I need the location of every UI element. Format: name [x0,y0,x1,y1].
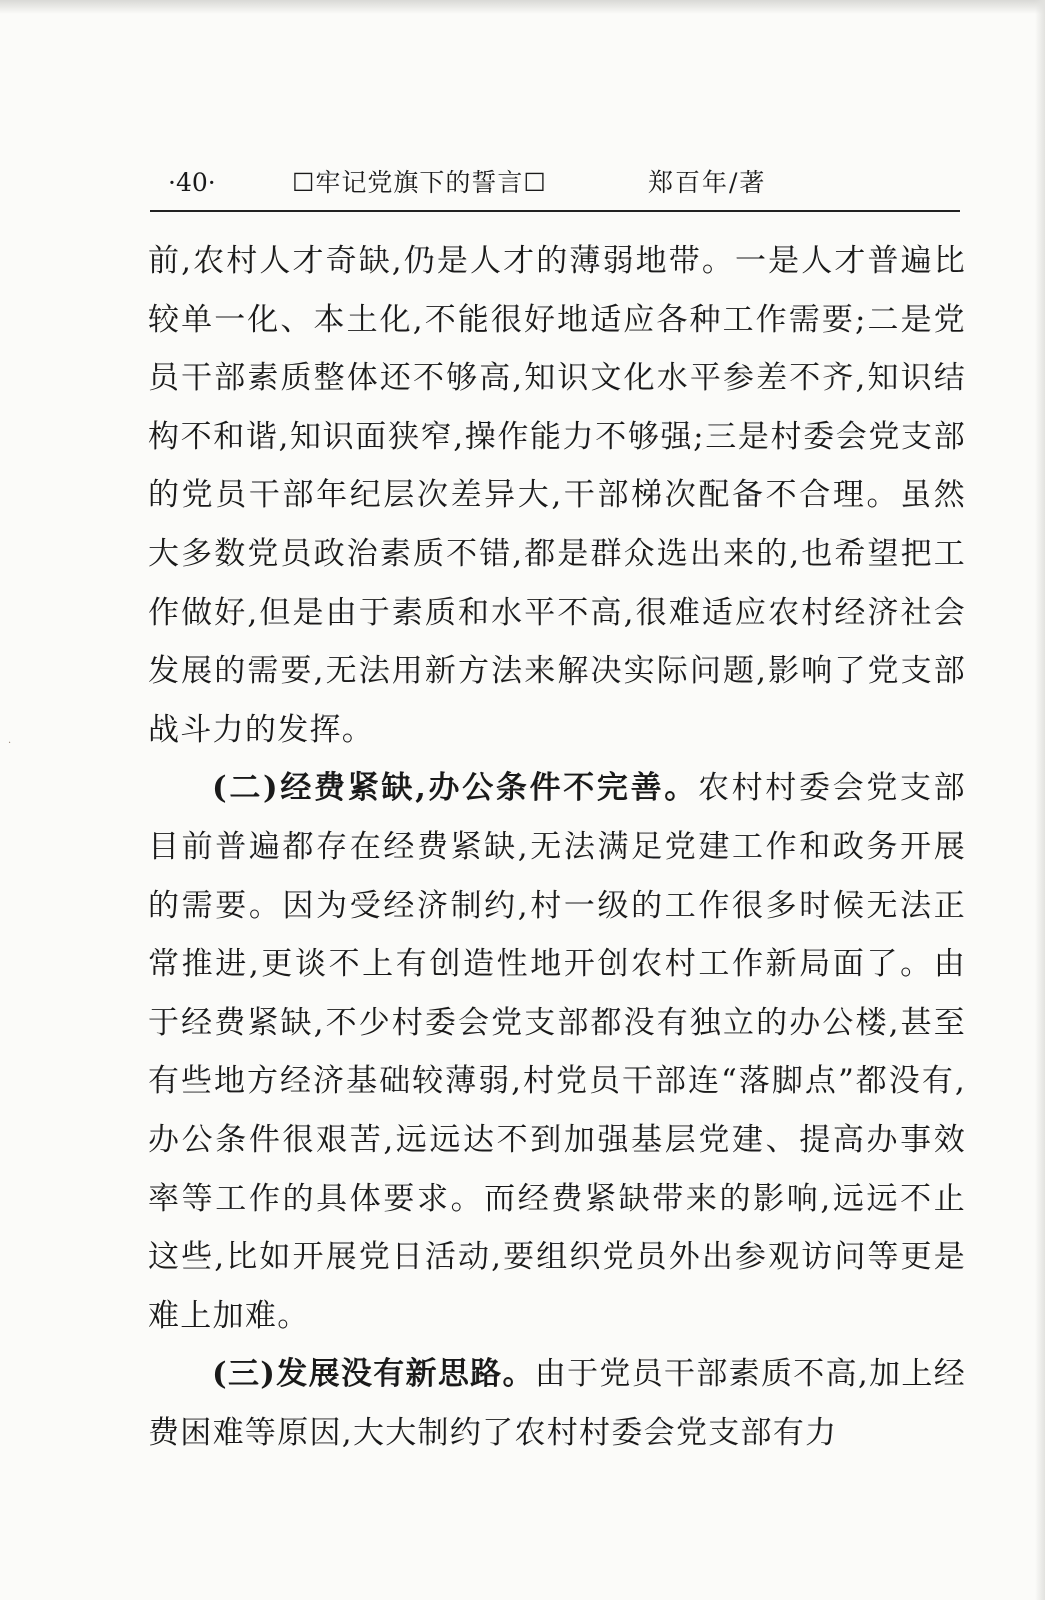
running-header [150,163,960,203]
section-heading-three: (三)发展没有新思路。 [212,1356,535,1393]
header-rule [150,210,960,212]
paragraph-section-three [148,1345,966,1462]
page-number: ·40· [168,168,216,197]
scan-edge-top [0,0,1045,14]
scan-speck: · [8,738,12,749]
book-title: ☐牢记党旗下的誓言☐ [292,168,547,197]
body-text [148,232,966,1462]
section-heading-two: (二)经费紧缺,办公条件不完善。 [212,770,698,807]
paragraph-continuation [148,232,966,759]
author: 郑百年/著 [648,168,767,197]
paragraph-text: 农村村委会党支部目前普遍都存在经费紧缺,无法满足党建工作和政务开展的需要。因为受经济制约,村一级的工作很多时候无法正常推进,更谈不上有创造性地开创农村工作新局面了。由于经费紧缺,不少村委会党支部都没有独立的办公楼,甚至有些地方经济基础较薄弱,村党员干部连“落脚点”都没有,办公条件很艰苦,远远达不到加强基层党建、提高办事效率等工作的具体要求。而经费紧缺带来的影响,远远不止这些,比如开展党日活动,要组织党员外出参观访问等更是难上加难。 [148,770,966,1334]
paragraph-section-two [148,759,966,1345]
scan-edge-right [1035,0,1045,1600]
paragraph-text: 前,农村人才奇缺,仍是人才的薄弱地带。一是人才普遍比较单一化、本土化,不能很好地适应各种工作需要;二是党员干部素质整体还不够高,知识文化水平参差不齐,知识结构不和谐,知识面狭窄,操作能力不够强;三是村委会党支部的党员干部年纪层次差异大,干部梯次配备不合理。虽然大多数党员政治素质不错,都是群众选出来的,也希望把工作做好,但是由于素质和水平不高,很难适应农村经济社会发展的需要,无法用新方法来解决实际问题,影响了党支部战斗力的发挥。 [148,243,966,748]
paragraph-text: 由于党员干部素质不高,加上经费困难等原因,大大制约了农村村委会党支部有力 [148,1356,966,1451]
